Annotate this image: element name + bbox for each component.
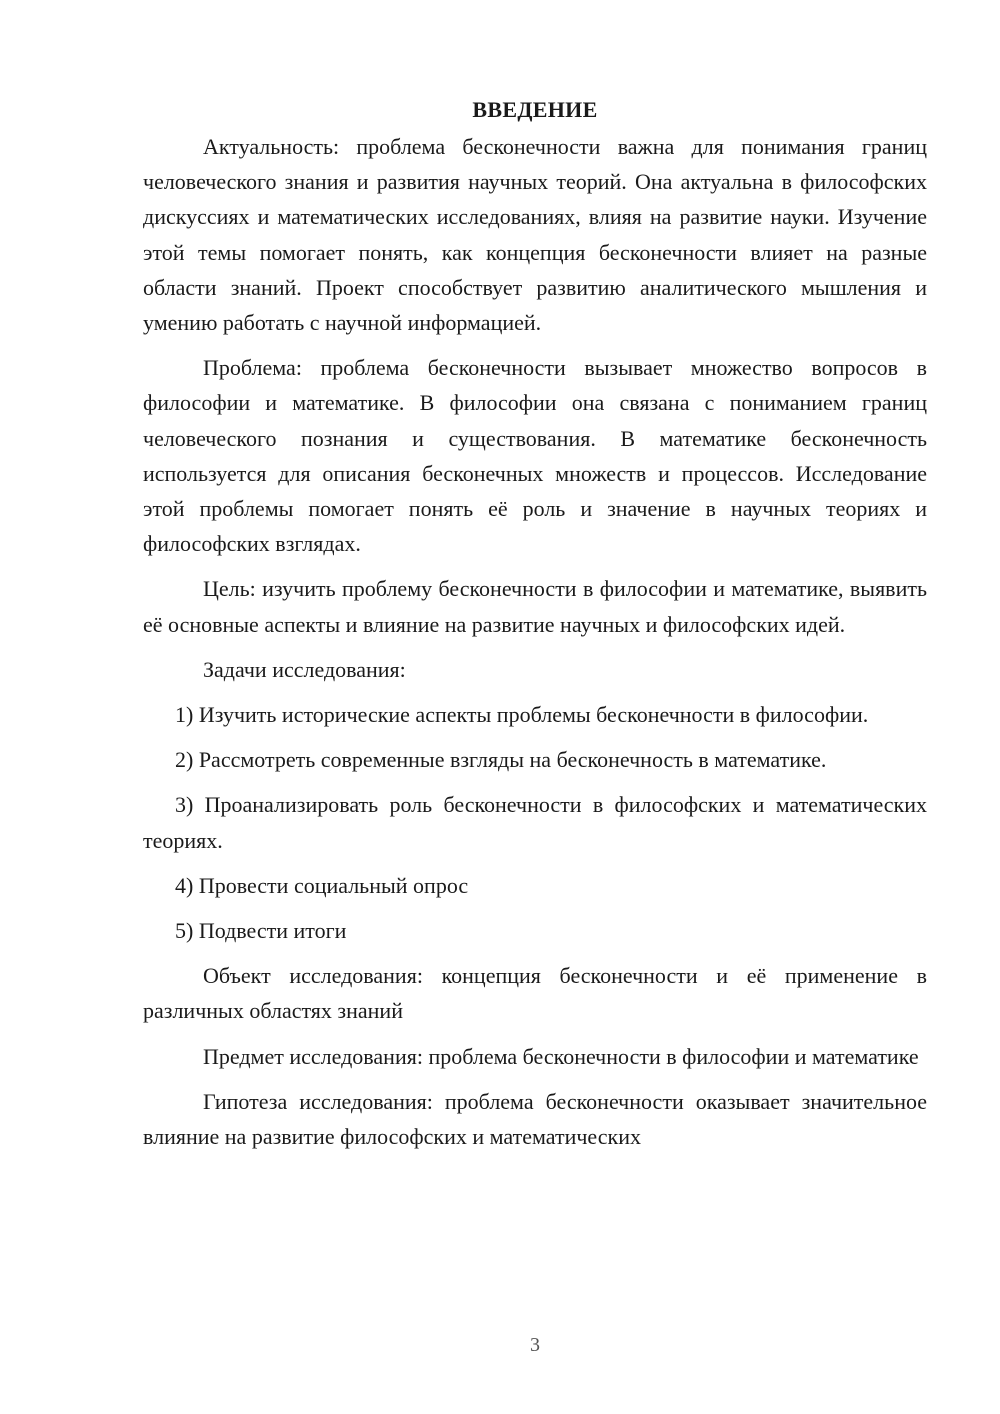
subject-paragraph: Предмет исследования: проблема бесконечности в философии и математике — [203, 1043, 919, 1069]
document-page — [143, 92, 927, 1164]
tasks-heading: Задачи исследования: — [203, 656, 406, 682]
object-paragraph: Объект исследования: концепция бесконечности и её применение в различных областях знаний — [143, 963, 927, 1024]
goal-paragraph: Цель: изучить проблему бесконечности в философии и математике, выявить её основные аспекты и влияние на развитие научных и философских идей. — [143, 576, 927, 637]
problem-paragraph: Проблема: проблема бесконечности вызывает множество вопросов в философии и математике. В философии она связана с пониманием границ человеческого познания и существования. В математике бесконечность используется для описания бесконечных множеств и процессов. Исследование этой проблемы помогает понять её роль и значение в научных теориях и философских взглядах. — [143, 355, 927, 557]
task-item-5: 5) Подвести итоги — [175, 918, 347, 944]
relevance-paragraph: Актуальность: проблема бесконечности важна для понимания границ человеческого знания и развития научных теорий. Она актуальна в философских дискуссиях и математических исследованиях, влияя на развитие науки. Изучение этой темы помогает понять, как концепция бесконечности влияет на разные области знаний. Проект способствует развитию аналитического мышления и умению работать с научной информацией. — [143, 134, 927, 336]
section-heading: ВВЕДЕНИЕ — [472, 97, 598, 122]
hypothesis-paragraph: Гипотеза исследования: проблема бесконечности оказывает значительное влияние на развитие философских и математических — [143, 1088, 927, 1150]
task-item-3: 3) Проанализировать роль бесконечности в философских и математических теориях. — [143, 792, 927, 853]
page-number: 3 — [530, 1334, 540, 1356]
task-item-4: 4) Провести социальный опрос — [175, 872, 469, 898]
task-item-1: 1) Изучить исторические аспекты проблемы бесконечности в философии. — [175, 702, 869, 728]
task-item-2: 2) Рассмотреть современные взгляды на бесконечность в математике. — [175, 747, 827, 773]
